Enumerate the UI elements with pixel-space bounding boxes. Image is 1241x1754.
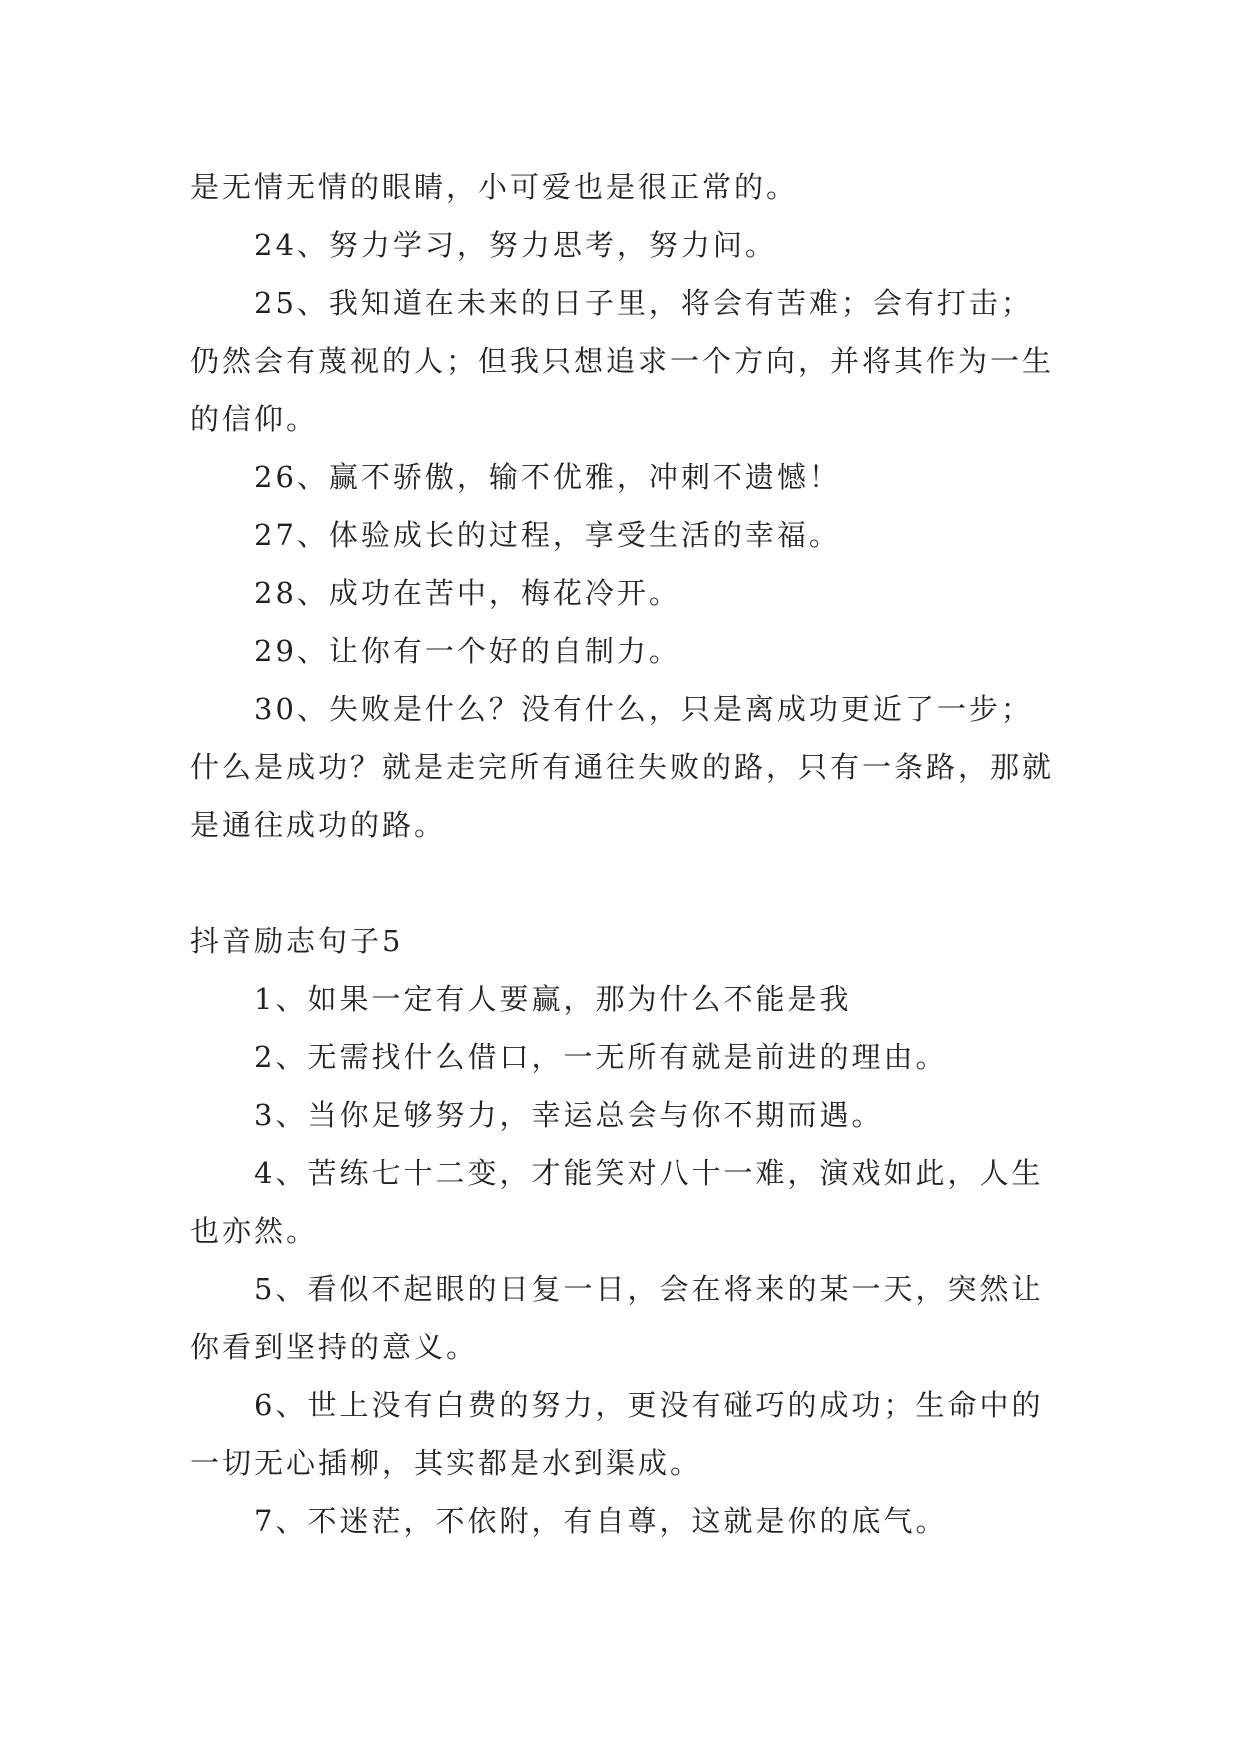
list-item: 7、不迷茫，不依附，有自尊，这就是你的底气。 [254, 1504, 948, 1538]
list-item: 26、赢不骄傲，输不优雅，冲刺不遗憾！ [254, 460, 841, 494]
list-item: 2、无需找什么借口，一无所有就是前进的理由。 [254, 1040, 948, 1074]
list-item: 4、苦练七十二变，才能笑对八十一难，演戏如此，人生也亦然。 [190, 1156, 1044, 1248]
continuation-text: 是无情无情的眼睛，小可爱也是很正常的。 [190, 170, 799, 204]
list-item: 25、我知道在未来的日子里，将会有苦难；会有打击；仍然会有蔑视的人；但我只想追求一个方向，并将其作为一生的信仰。 [190, 286, 1055, 436]
list-item: 6、世上没有白费的努力，更没有碰巧的成功；生命中的一切无心插柳，其实都是水到渠成。 [190, 1388, 1044, 1480]
section-heading: 抖音励志句子5 [190, 924, 404, 958]
list-item: 27、体验成长的过程，享受生活的幸福。 [254, 518, 841, 552]
list-item: 29、让你有一个好的自制力。 [254, 634, 681, 668]
section-spacer [190, 854, 1060, 912]
list-item: 1、如果一定有人要赢，那为什么不能是我 [254, 982, 852, 1016]
list-item: 24、努力学习，努力思考，努力问。 [254, 228, 777, 262]
document-content [190, 158, 1060, 1550]
list-item: 5、看似不起眼的日复一日，会在将来的某一天，突然让你看到坚持的意义。 [190, 1272, 1044, 1364]
list-item: 3、当你足够努力，幸运总会与你不期而遇。 [254, 1098, 884, 1132]
list-item: 30、失败是什么？没有什么，只是离成功更近了一步；什么是成功？就是走完所有通往失败的路，只有一条路，那就是通往成功的路。 [190, 692, 1055, 842]
list-item: 28、成功在苦中，梅花冷开。 [254, 576, 681, 610]
